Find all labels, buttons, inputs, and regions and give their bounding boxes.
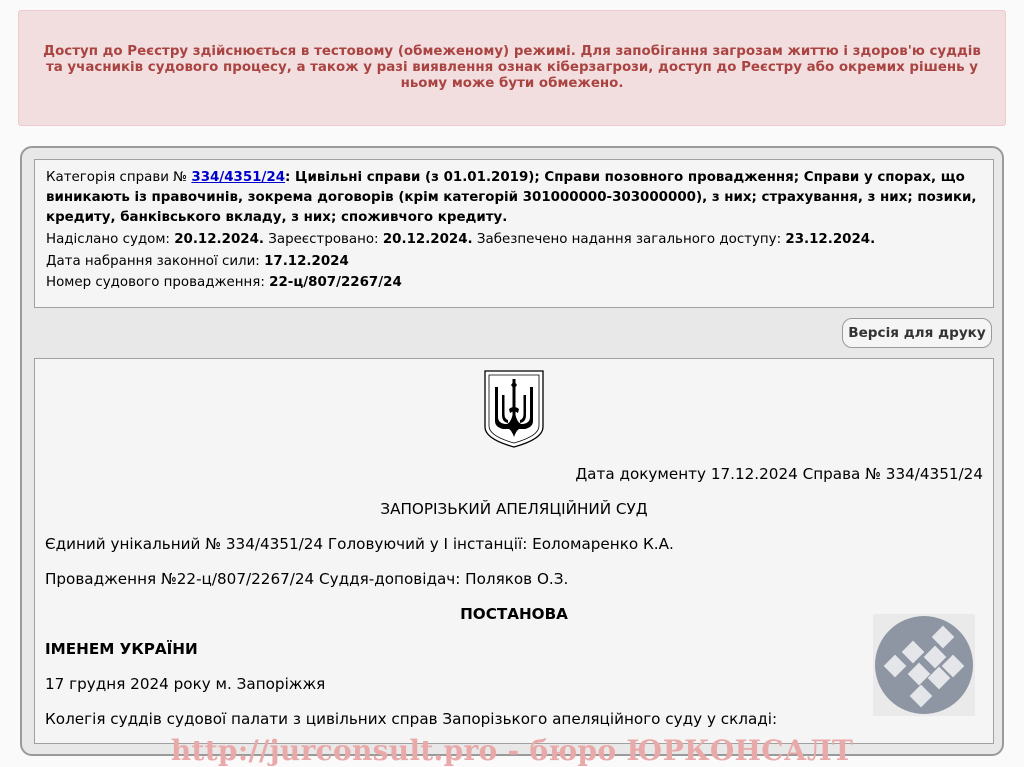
in-name-of-ukraine: ІМЕНЕМ УКРАЇНИ	[45, 640, 198, 658]
stamp-logo-icon	[873, 614, 975, 716]
proceeding-row	[46, 272, 982, 294]
registered-date: 20.12.2024.	[382, 232, 473, 247]
effective-date: 17.12.2024	[264, 253, 349, 269]
effective-date-row	[46, 251, 982, 273]
document-title: ПОСТАНОВА	[460, 605, 568, 623]
access-date: 23.12.2024.	[785, 232, 876, 247]
date-city-line: 17 грудня 2024 року м. Запоріжжя	[45, 675, 326, 693]
proceeding-number: 22-ц/807/2267/24	[269, 275, 402, 290]
proceeding-line: Провадження №22-ц/807/2267/24 Суддя-доповідач: Поляков О.З.	[45, 570, 569, 588]
case-number-link[interactable]: 334/4351/24	[191, 170, 286, 185]
document-date-line: Дата документу 17.12.2024 Справа № 334/4351/24	[575, 465, 983, 483]
unique-number-line: Єдиний унікальний № 334/4351/24 Головуючий у I інстанції: Еоломаренко К.А.	[45, 535, 674, 553]
access-notice-text: Доступ до Реєстру здійснюється в тестовому (обмеженому) режимі. Для запобігання загрозам життю і здоров'ю суддів та учасників судового процесу, а також у разі виявлення ознак кіберзагрози, доступ до Реєстру або окремих рішень у ньому може бути обмежено.	[43, 44, 981, 91]
access-notice	[18, 10, 1006, 126]
document-body	[34, 358, 994, 744]
case-info-panel	[34, 159, 994, 308]
category-text: : Цивільні справи (з 01.01.2019); Справи позовного провадження; Справи у спорах, що виникають із правочинів, зокрема договорів (крім категорій 301000000-303000000), з них; страхування, з них; позики, кредиту, банківського вкладу, з них; споживчого кредиту.	[46, 170, 977, 225]
registered-label: Зареєстровано:	[268, 232, 379, 247]
case-category	[46, 168, 982, 228]
court-name: ЗАПОРІЗЬКИЙ АПЕЛЯЦІЙНИЙ СУД	[380, 500, 648, 518]
sent-date: 20.12.2024.	[174, 232, 265, 247]
sent-label: Надіслано судом:	[46, 232, 170, 247]
watermark-text: http://jurconsult.pro - бюро ЮРКОНСАЛТ	[170, 734, 854, 767]
coat-of-arms-icon	[483, 369, 545, 449]
judges-panel-line: Колегія суддів судової палати з цивільних справ Запорізького апеляційного суду у складі:	[45, 710, 778, 728]
effective-label: Дата набрання законної сили:	[46, 253, 260, 269]
case-dates	[46, 229, 982, 251]
category-prefix: Категорія справи №	[46, 170, 188, 185]
proceeding-label: Номер судового провадження:	[46, 275, 265, 290]
access-label: Забезпечено надання загального доступу:	[476, 232, 782, 247]
document-container	[20, 146, 1004, 756]
print-version-button[interactable]: Версія для друку	[842, 318, 992, 348]
